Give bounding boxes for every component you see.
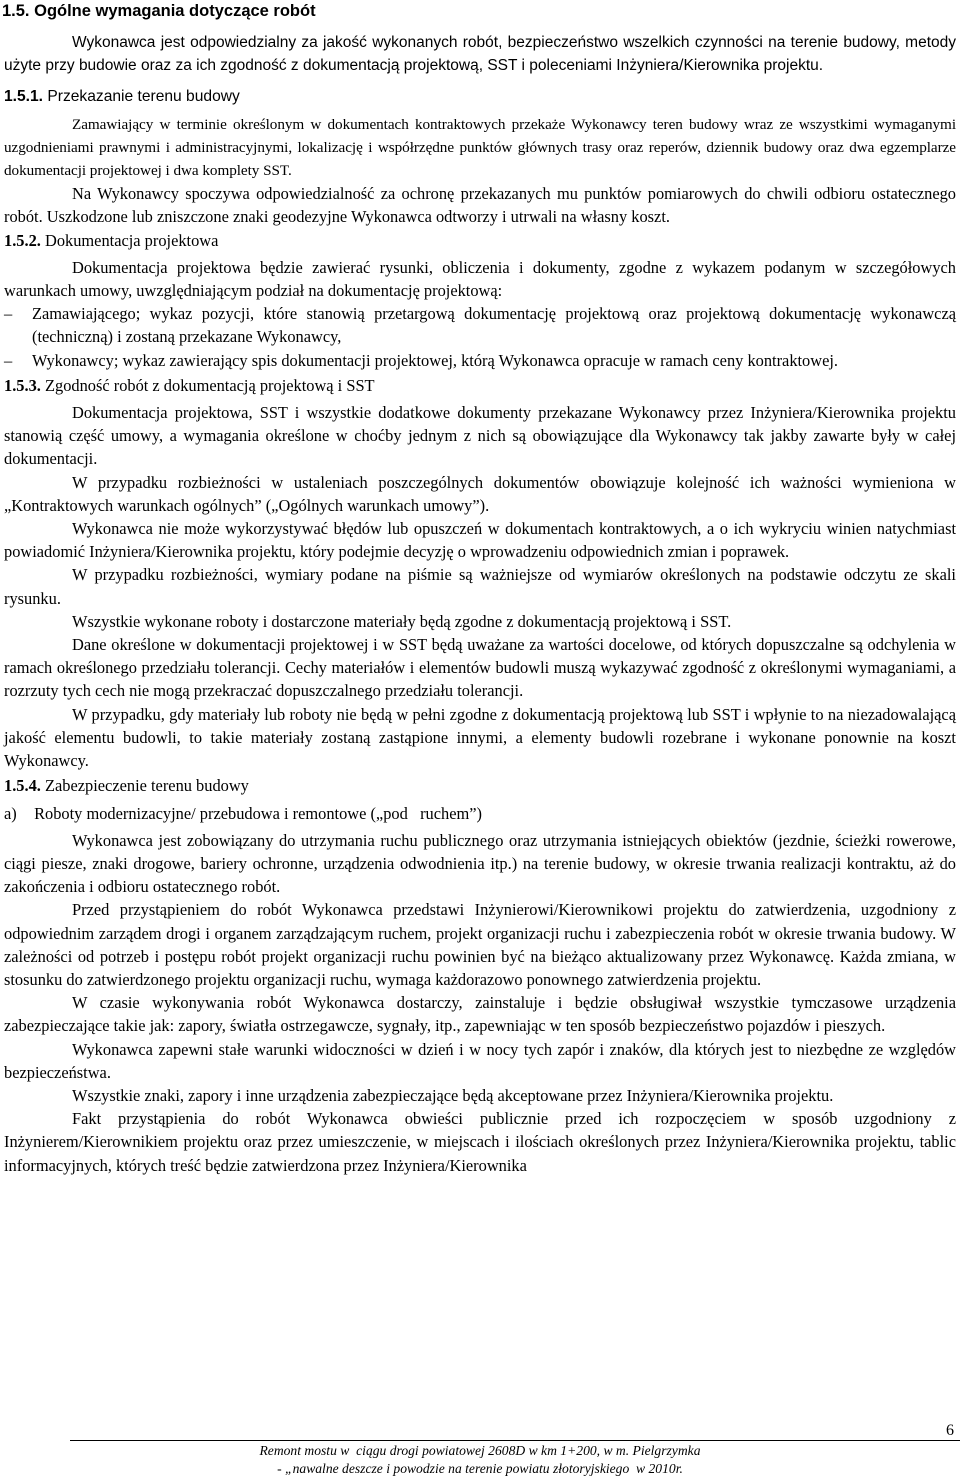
section-heading: 1.5. Ogólne wymagania dotyczące robót <box>2 2 316 20</box>
subsection-title: Zabezpieczenie terenu budowy <box>45 776 249 796</box>
s4-paragraph-1: Wykonawca jest zobowiązany do utrzymania ruchu publicznego oraz utrzymania istniejących obiektów (jezdnie, ścieżki rowerowe, ciągi piesze, znaki drogowe, bariery ochronne, urządzenia odwodnienia itp.) na terenie budowy, w okresie trwania realizacji kontraktu, aż do zakończenia i odbioru ostatecznego robót. <box>4 830 956 897</box>
page-number: 6 <box>946 1422 954 1439</box>
s3-paragraph-5: Wszystkie wykonane roboty i dostarczone materiały będą zgodne z dokumentacją projektową i SST. <box>72 611 732 631</box>
subsection-1-5-1-title <box>4 85 956 108</box>
s1-paragraph-1: Zamawiający w terminie określonym w dokumentach kontraktowych przekaże Wykonawcy teren budowy wraz ze wszystkimi wymaganymi uzgodnieniami prawnymi i administracyjnymi, lokalizację i współrzędne punktów głównych trasy oraz reperów, dziennik budowy oraz dwa egzemplarze dokumentacji projektowej i dwa komplety SST. <box>4 115 956 180</box>
subsection-1-5-3-title <box>4 374 956 397</box>
subsection-title: Przekazanie terenu budowy <box>47 88 240 106</box>
subsection-title: Dokumentacja projektowa <box>45 230 219 250</box>
sub-item-a <box>4 802 956 825</box>
s3-paragraph-2: W przypadku rozbieżności w ustaleniach poszczególnych dokumentów obowiązuje kolejność ich ważności wymieniona w „Kontraktowych warunkach ogólnych” („Ogólnych warunkach umowy”). <box>4 472 956 515</box>
s3-paragraph-3: Wykonawca nie może wykorzystywać błędów lub opuszczeń w dokumentach kontraktowych, a o ich wykryciu winien natychmiast powiadomić Inżyniera/Kierownika projektu, który podejmie decyzję o wprowadzeniu odpowiednich zmian i poprawek. <box>4 519 956 562</box>
subsection-number: 1.5.2. <box>4 230 41 250</box>
subsection-number: 1.5.4. <box>4 776 41 796</box>
s4-paragraph-4: Wykonawca zapewni stałe warunki widoczności w dzień i w nocy tych zapór i znaków, dla których jest to niezbędne ze względów bezpieczeństwa. <box>4 1039 956 1082</box>
s4-paragraph-6: Fakt przystąpienia do robót Wykonawca obwieści publicznie przed ich rozpoczęciem w sposób uzgodniony z Inżynierem/Kierownikiem projektu oraz przez umieszczenie, w miejscach i ilościach określonych przez Inżyniera/Kierownika projektu, tablic informacyjnych, których treść będzie zatwierdzona przez Inżyniera/Kierownika <box>4 1109 956 1175</box>
subsection-1-5-2-title <box>4 229 956 252</box>
dash-marker: – <box>4 304 13 324</box>
s2-paragraph-1: Dokumentacja projektowa będzie zawierać rysunki, obliczenia i dokumenty, zgodne z wykazem podanym w szczegółowych warunkach umowy, uwzględniającym podział na dokumentację projektową: <box>4 257 956 301</box>
sub-item-label: a) <box>4 803 17 823</box>
dash-list-item <box>4 302 956 348</box>
intro-paragraph: Wykonawca jest odpowiedzialny za jakość wykonanych robót, bezpieczeństwo wszelkich czynności na terenie budowy, metody użyte przy budowie oraz za ich zgodność z dokumentacją projektową, SST i poleceniami Inżyniera/Kierownika projektu. <box>4 34 956 75</box>
footer-line-1: Remont mostu w ciągu drogi powiatowej 2608D w km 1+200, w m. Pielgrzymka <box>259 1443 701 1458</box>
s1-paragraph-2: Na Wykonawcy spoczywa odpowiedzialność za ochronę przekazanych mu punktów pomiarowych do chwili odbioru ostatecznego robót. Uszkodzone lub zniszczone znaki geodezyjne Wykonawca odtworzy i utrwali na własny koszt. <box>4 184 956 227</box>
s3-paragraph-7: W przypadku, gdy materiały lub roboty nie będą w pełni zgodne z dokumentacją projektową lub SST i wpłynie to na niezadowalającą jakość elementu budowli, to takie materiały zostaną zastąpione innymi, a elementy budowli rozebrane i wykonane ponownie na koszt Wykonawcy. <box>4 704 956 771</box>
s3-paragraph-6: Dane określone w dokumentacji projektowej i w SST będą uważane za wartości docelowe, od których dopuszczalne są odchylenia w ramach określonego przedziału tolerancji. Cechy materiałów i elementów budowli muszą wykazywać zgodność z określonymi wymaganiami, a rozrzuty tych cech nie mogą przekraczać dopuszczalnego przedziału tolerancji. <box>4 635 956 701</box>
sub-item-title: Roboty modernizacyjne/ przebudowa i remontowe („pod ruchem”) <box>34 803 482 823</box>
subsection-title: Zgodność robót z dokumentacją projektową i SST <box>45 375 375 395</box>
s4-paragraph-2: Przed przystąpieniem do robót Wykonawca przedstawi Inżynierowi/Kierownikowi projektu do zatwierdzenia, uzgodniony z odpowiednim zarządem drogi i organem zarządzającym ruchem, projekt organizacji ruchu i zabezpieczenia robót w okresie trwania budowy. W zależności od potrzeb i postępu robót projekt organizacji ruchu powinien być na bieżąco aktualizowany przez Wykonawcę. Każda zmiana, w stosunku do zatwierdzonego projektu organizacji ruchu, wymaga każdorazowo ponownego zatwierdzenia projektu. <box>4 900 956 989</box>
dash-item-text: Wykonawcy; wykaz zawierający spis dokumentacji projektowej, którą Wykonawca opracuje w ramach ceny kontraktowej. <box>32 350 839 370</box>
s4-paragraph-5: Wszystkie znaki, zapory i inne urządzenia zabezpieczające będą akceptowane przez Inżyniera/Kierownika projektu. <box>72 1085 834 1105</box>
s3-paragraph-4: W przypadku rozbieżności, wymiary podane na piśmie są ważniejsze od wymiarów określonych na podstawie odczytu ze skali rysunku. <box>4 565 956 608</box>
dash-marker: – <box>4 350 13 370</box>
document-page <box>4 0 956 1177</box>
subsection-number: 1.5.3. <box>4 375 41 395</box>
footer-line-2: - „nawalne deszcze i powodzie na terenie powiatu złotoryjskiego w 2010r. <box>277 1461 683 1476</box>
dash-list-item <box>4 349 956 372</box>
subsection-number: 1.5.1. <box>4 88 44 106</box>
s3-paragraph-1: Dokumentacja projektowa, SST i wszystkie dodatkowe dokumenty przekazane Wykonawcy przez Inżyniera/Kierownika projektu stanowią część umowy, a wymagania określone w choćby jednym z nich są obowiązujące dla Wykonawcy tak jakby zawarte były w całej dokumentacji. <box>4 403 956 469</box>
s4-paragraph-3: W czasie wykonywania robót Wykonawca dostarczy, zainstaluje i będzie obsługiwał wszystkie tymczasowe urządzenia zabezpieczające takie jak: zapory, światła ostrzegawcze, sygnały, itp., zapewniając w ten sposób bezpieczeństwo pojazdów i pieszych. <box>4 993 956 1036</box>
footer-divider <box>70 1440 960 1441</box>
page-footer <box>0 1442 960 1478</box>
subsection-1-5-4-title <box>4 774 956 797</box>
dash-item-text: Zamawiającego; wykaz pozycji, które stanowią przetargową dokumentację projektową oraz projektową dokumentację wykonawczą (techniczną) i zostaną przekazane Wykonawcy, <box>32 304 956 347</box>
